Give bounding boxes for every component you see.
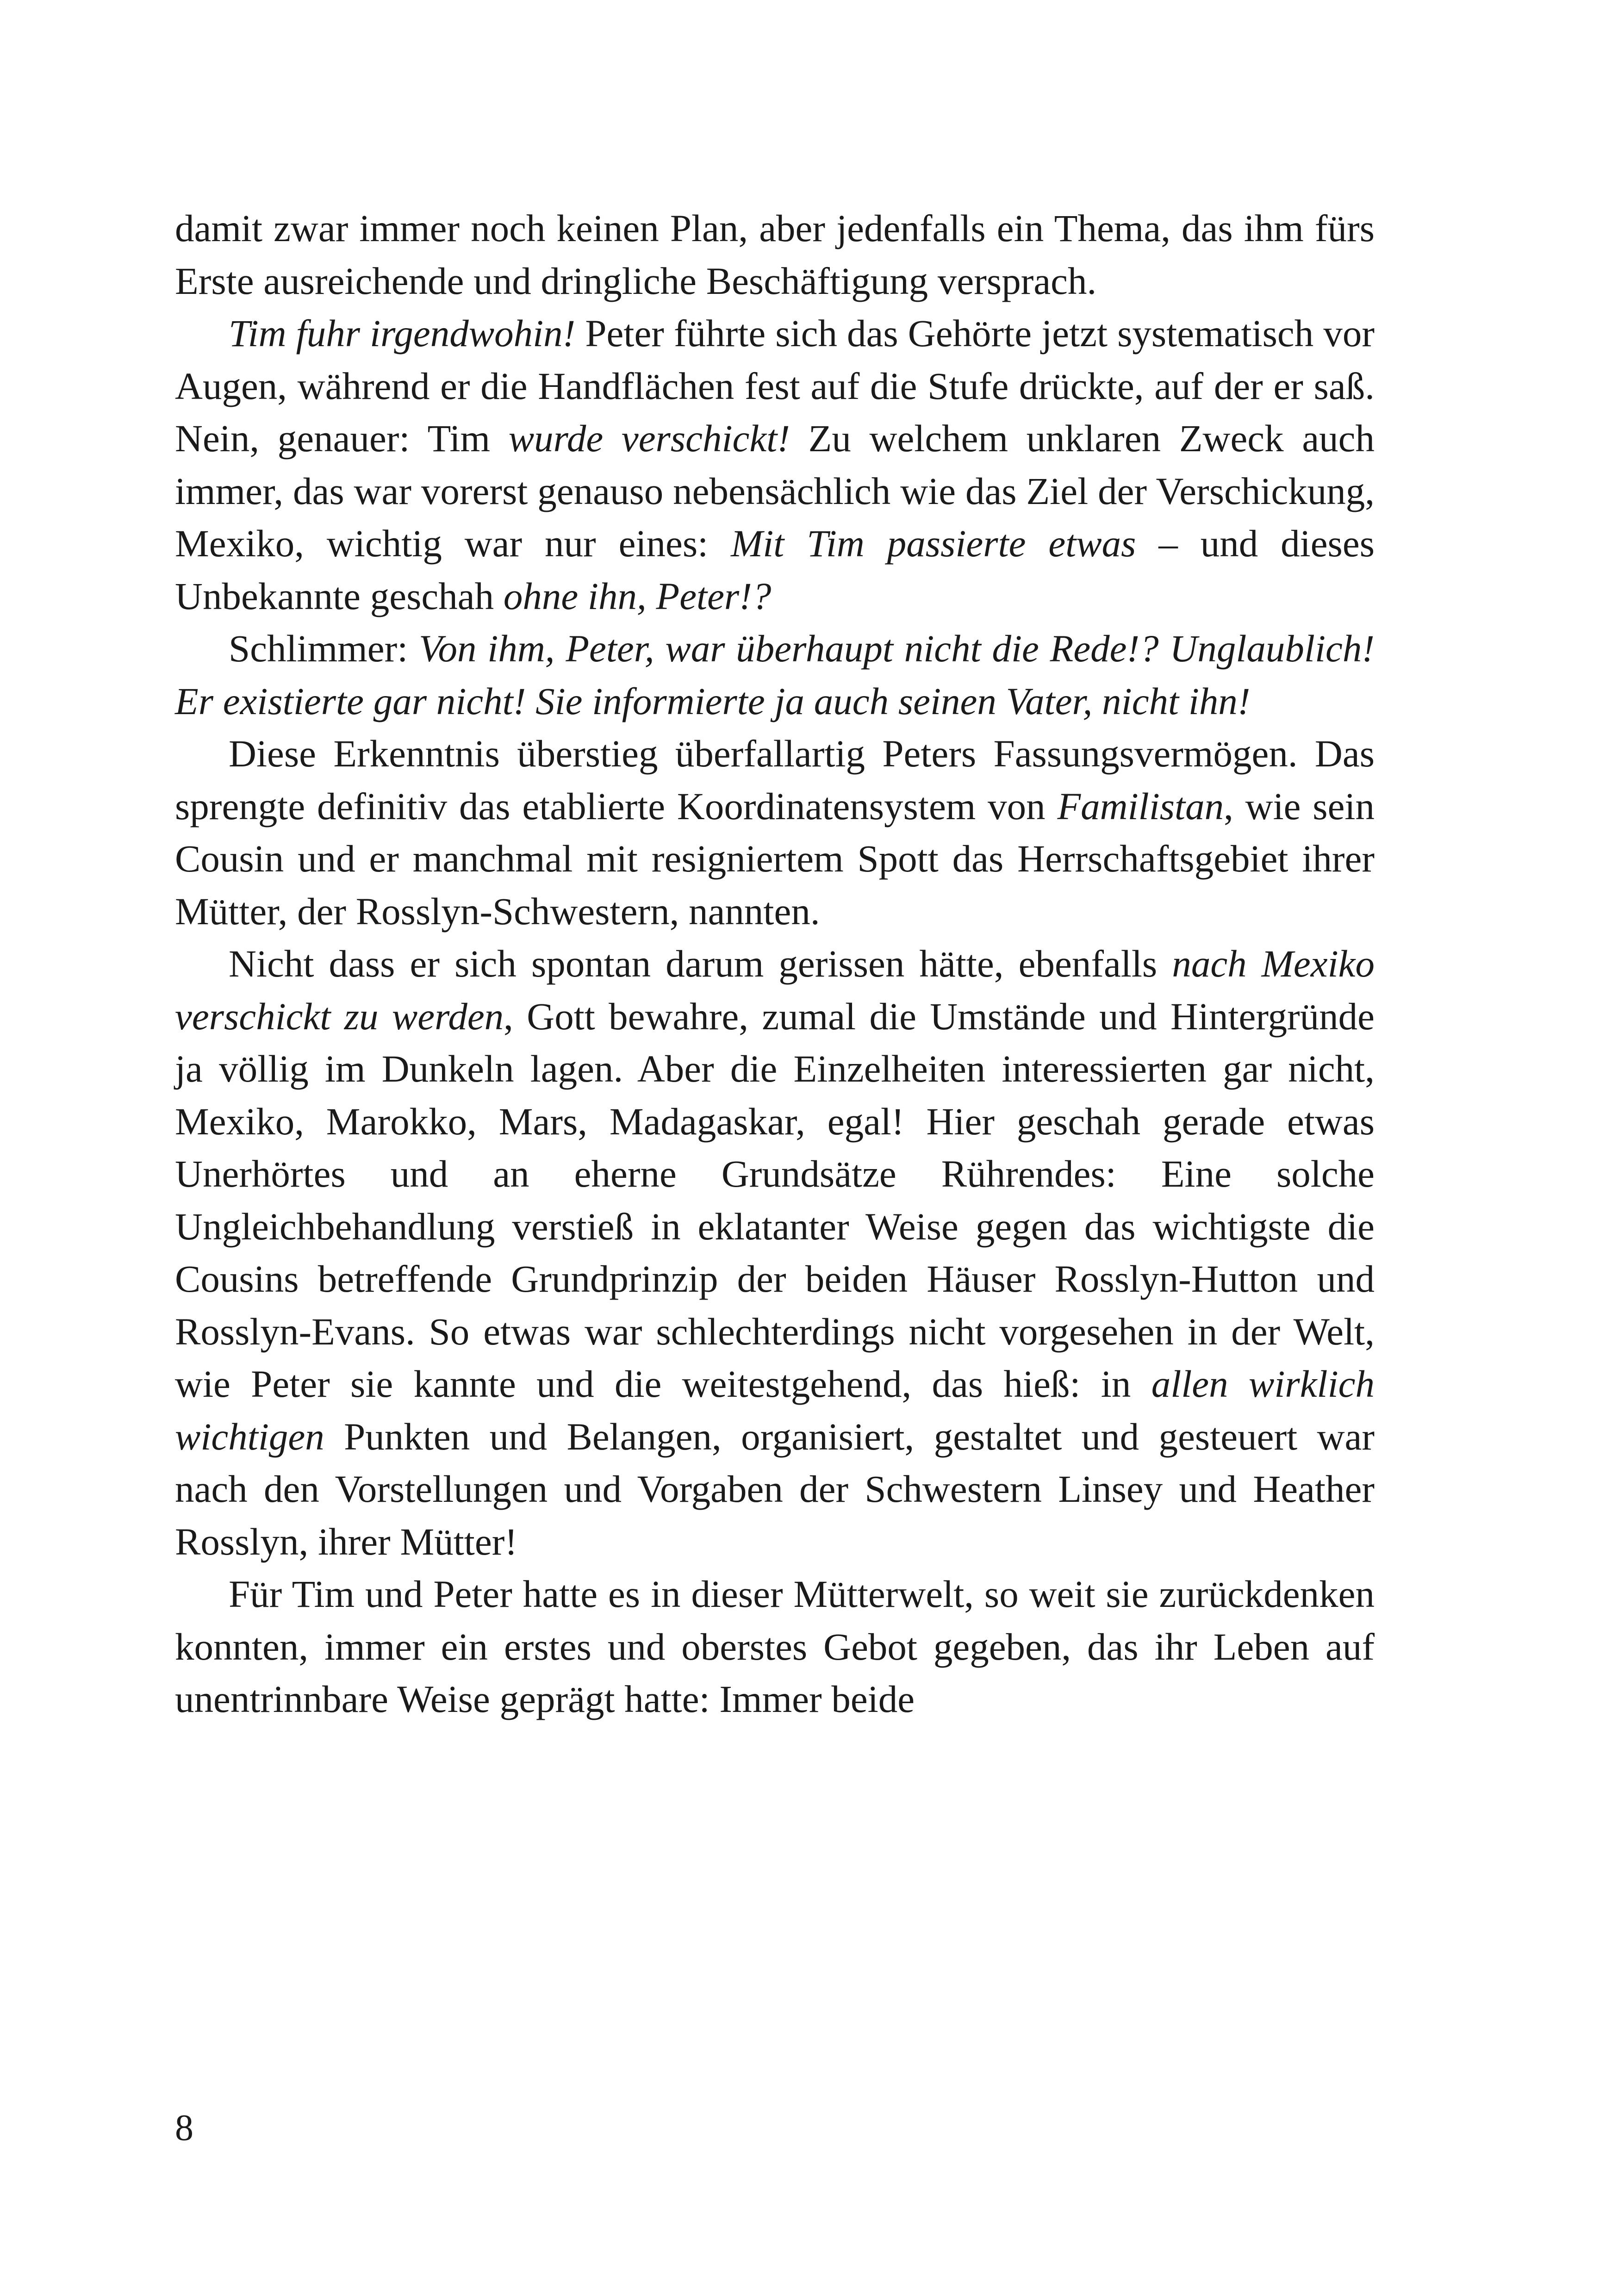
paragraph-4 [175, 728, 1375, 938]
text-run: Peter führte sich das Gehörte jetzt systematisch vor Augen, während er die Handflächen fest auf die Stufe drückte, auf der er saß. Nein, genauer: Tim [175, 312, 1375, 460]
page-number: 8 [175, 2108, 193, 2148]
italic-text-run: Von ihm, Peter, war überhaupt nicht die Rede!? Unglaublich! Er existierte gar nicht! Sie informierte ja auch seinen Vater, nicht ihn! [175, 627, 1375, 722]
paragraph-6 [175, 1568, 1375, 1726]
italic-text-run: Tim fuhr irgendwohin! [229, 312, 576, 355]
text-run: Zu welchem unklaren Zweck auch immer, das war vorerst genauso nebensächlich wie das Ziel der Verschickung, Mexiko, wichtig war nur eines: [175, 417, 1375, 565]
text-run: Für Tim und Peter hatte es in dieser Mütterwelt, so weit sie zurückdenken konnten, immer ein erstes und oberstes Gebot gegeben, das ihr Leben auf unentrinnbare Weise geprägt hatte: Immer beide [175, 1573, 1375, 1720]
body-text [175, 202, 1375, 1726]
text-run: Diese Erkenntnis überstieg überfallartig Peters Fassungsvermögen. Das sprengte definitiv das etablierte Koordinatensystem von [175, 732, 1375, 828]
italic-text-run: allen wirklich wichtigen [175, 1363, 1375, 1458]
italic-text-run: Mit Tim passierte etwas [731, 522, 1136, 565]
paragraph-1 [175, 202, 1375, 307]
italic-text-run: wurde verschickt! [508, 417, 790, 460]
paragraph-3 [175, 622, 1375, 728]
italic-text-run: nach Mexiko verschickt zu werden [175, 942, 1375, 1038]
paragraph-5 [175, 938, 1375, 1568]
text-run: Schlimmer: [229, 627, 419, 670]
text-run: , Gott bewahre, zumal die Umstände und Hintergründe ja völlig im Dunkeln lagen. Aber die Einzelheiten interessierten gar nicht, Mexiko, Marokko, Mars, Madagaskar, egal! Hier geschah gerade etwas Unerhörtes und an eherne Grundsätze Rührendes: Eine solche Ungleichbehandlung verstieß in eklatanter Weise gegen das wichtigste die Cousins betreffende Grundprinzip der beiden Häuser Rosslyn-Hutton und Rosslyn-Evans. So etwas war schlechterdings nicht vorgesehen in der Welt, wie Peter sie kannte und die weitestgehend, das hieß: in [175, 995, 1375, 1405]
italic-text-run: Familistan [1057, 784, 1224, 828]
text-run: Nicht dass er sich spontan darum gerissen hätte, ebenfalls [229, 942, 1172, 985]
italic-text-run: ohne ihn, Peter!? [503, 574, 772, 617]
text-run: damit zwar immer noch keinen Plan, aber jedenfalls ein Thema, das ihm fürs Erste ausreichende und dringliche Beschäftigung versprach. [175, 207, 1375, 302]
paragraph-2 [175, 307, 1375, 622]
text-run: Punkten und Belangen, organisiert, gestaltet und gesteuert war nach den Vorstellungen und Vorgaben der Schwestern Linsey und Heather Rosslyn, ihrer Mütter! [175, 1415, 1375, 1563]
text-run: – und dieses Unbekannte geschah [175, 522, 1375, 617]
text-run: , wie sein Cousin und er manchmal mit resigniertem Spott das Herrschaftsgebiet ihrer Mütter, der Rosslyn-Schwestern, nannten. [175, 784, 1375, 933]
